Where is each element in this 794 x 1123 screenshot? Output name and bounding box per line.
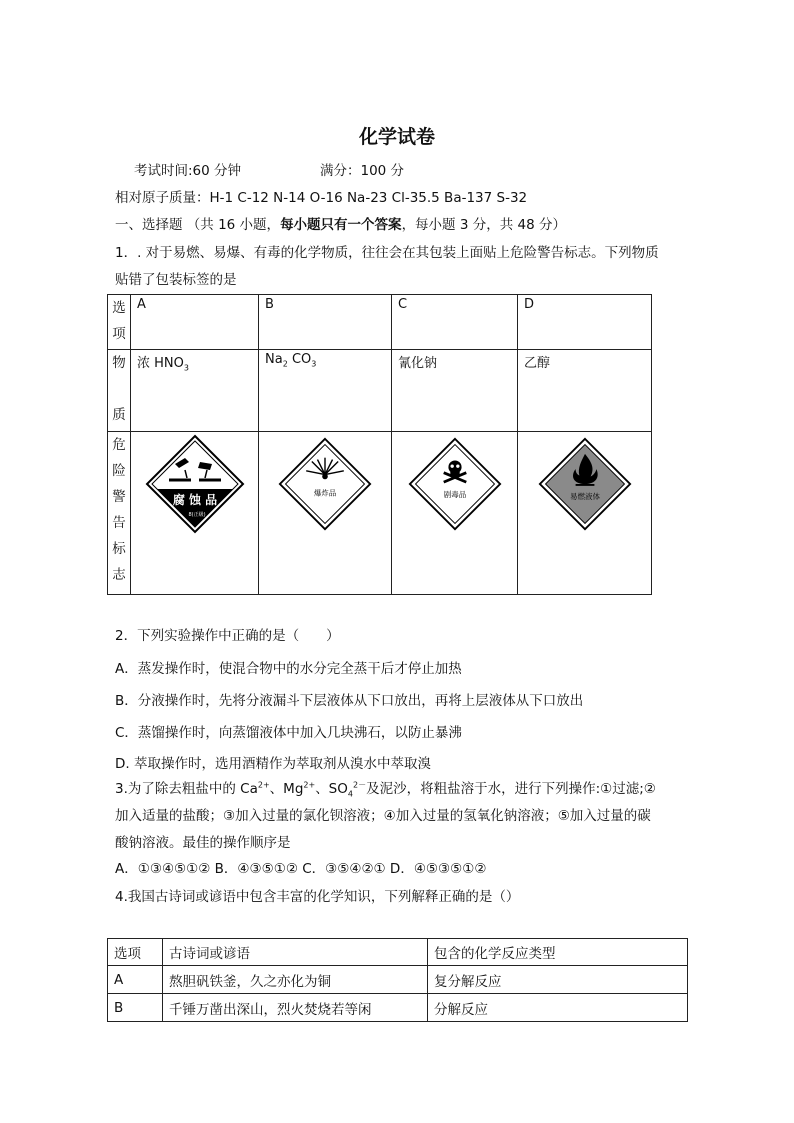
table-row	[108, 994, 688, 1022]
q2-stem: 2．下列实验操作中正确的是（ ）	[115, 628, 340, 644]
sign-b-label: 爆炸品	[313, 488, 337, 498]
q1-stem-line1: 1．. 对于易燃、易爆、有毒的化学物质，往往会在其包装上面贴上危险警告标志。下列物质	[115, 245, 659, 261]
explosive-icon	[278, 437, 372, 531]
substance-b: $Na_2$ $CO_3$	[259, 350, 392, 432]
q4-stem: 4.我国古诗词或谚语中包含丰富的化学知识，下列解释正确的是（）	[115, 889, 520, 905]
q4-row-a-poem: 熬胆矾铁釜，久之亦化为铜	[163, 966, 428, 994]
sign-cell-a	[131, 432, 259, 595]
q3-stem-line2: 加入适量的盐酸；③加入过量的氯化钡溶液；④加入过量的氢氧化钠溶液；⑤加入过量的碳	[115, 808, 651, 824]
q2-option-d: D. 萃取操作时，选用酒精作为萃取剂从溴水中萃取溴	[115, 756, 431, 772]
q4-row-b-option: B	[108, 994, 163, 1022]
sign-d-label: 易燃液体	[569, 492, 600, 502]
sign-cell-c	[392, 432, 518, 595]
row-header-warning: 危 险 警 告 标 志	[108, 432, 131, 595]
substance-d: 乙醇	[518, 350, 652, 432]
q4-header-option: 选项	[108, 939, 163, 966]
q1-table	[107, 294, 652, 595]
option-a: A	[131, 295, 259, 350]
q3-stem-line1: 3.为了除去粗盐中的 $Ca^{2+}$、$Mg^{2+}$、$SO_4^{2-}$及泥沙，将粗盐溶于水，进行下列操作:①过滤;②	[115, 780, 656, 799]
sign-a-label: 腐 蚀 品	[172, 493, 217, 507]
q3-stem-line3: 酸钠溶液。最佳的操作顺序是	[115, 835, 291, 851]
option-b: B	[259, 295, 392, 350]
page-title: 化学试卷	[358, 126, 435, 148]
q2-option-b: B．分液操作时，先将分液漏斗下层液体从下口放出，再将上层液体从下口放出	[115, 693, 584, 709]
q4-table	[107, 938, 688, 1022]
q4-row-b-type: 分解反应	[428, 994, 688, 1022]
table-row	[108, 966, 688, 994]
q2-option-a: A．蒸发操作时，使混合物中的水分完全蒸干后才停止加热	[115, 661, 462, 677]
toxic-icon	[408, 437, 502, 531]
row-header-substance: 物 质	[108, 350, 131, 432]
sign-a-small: 8(正级)	[187, 512, 206, 518]
option-d: D	[518, 295, 652, 350]
q2-option-c: C．蒸馏操作时，向蒸馏液体中加入几块沸石，以防止暴沸	[115, 725, 462, 741]
exam-time: 考试时间:60 分钟	[134, 163, 242, 179]
flammable-liquid-icon	[538, 437, 632, 531]
row-header-option: 选 项	[108, 295, 131, 350]
q1-stem-line2: 贴错了包装标签的是	[115, 272, 237, 288]
q4-header-poem: 古诗词或谚语	[163, 939, 428, 966]
exam-score: 满分：100 分	[320, 163, 405, 179]
corrosive-icon	[145, 434, 245, 534]
section-heading: 一、选择题 （共 16 小题，每小题只有一个答案，每小题 3 分，共 48 分）	[115, 217, 566, 233]
q4-row-b-poem: 千锤万凿出深山，烈火焚烧若等闲	[163, 994, 428, 1022]
option-c: C	[392, 295, 518, 350]
atomic-masses: 相对原子质量：H-1 C-12 N-14 O-16 Na-23 Cl-35.5 Ba-137 S-32	[115, 190, 528, 206]
sign-cell-d	[518, 432, 652, 595]
q4-row-a-type: 复分解反应	[428, 966, 688, 994]
substance-c: 氰化钠	[392, 350, 518, 432]
q4-header-type: 包含的化学反应类型	[428, 939, 688, 966]
sign-cell-b	[259, 432, 392, 595]
sign-c-label: 剧毒品	[443, 490, 466, 500]
q3-options: A．①③④⑤①② B．④③⑤①② C．③⑤④②① D．④⑤③⑤①②	[115, 861, 487, 877]
q4-row-a-option: A	[108, 966, 163, 994]
substance-a: 浓 $HNO_3$	[131, 350, 259, 432]
